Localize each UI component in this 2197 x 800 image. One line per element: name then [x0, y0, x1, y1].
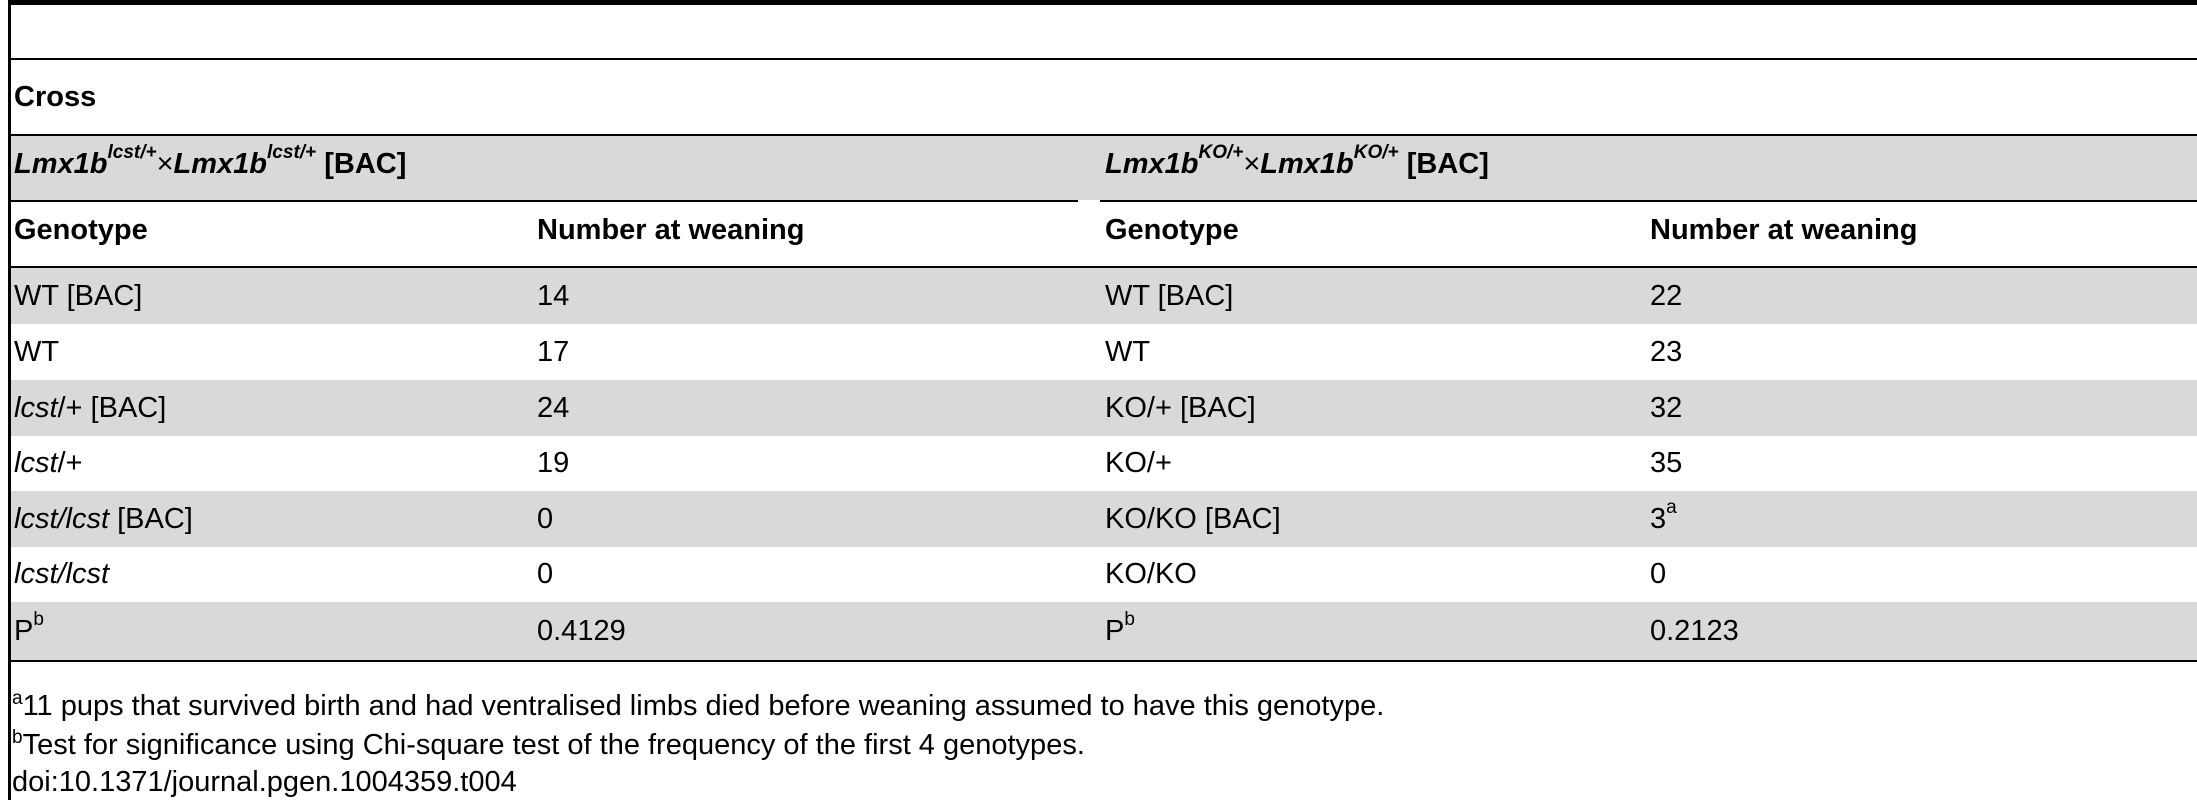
row-band-1: [11, 268, 2197, 324]
table-cell-number: 32: [1650, 392, 1683, 424]
table-cell-number: 19: [537, 447, 570, 479]
top-border: [8, 0, 2197, 5]
p-value-lcst: 0.4129: [537, 615, 626, 647]
footnote-a: $^a$11 pups that survived birth and had ventralised limbs died before weaning assumed to have this genotype.: [12, 688, 1385, 722]
table-row: lcst/lcst [BAC]: [14, 503, 193, 535]
row-band-7: [11, 602, 2197, 660]
table-row: WT [BAC]: [1105, 280, 1234, 312]
cross-title-ko: $Lmx1b^{KO/+}\times Lmx1b^{KO/+}$ [BAC]: [1105, 142, 1489, 180]
table-row: WT [BAC]: [14, 280, 143, 312]
p-label-ko: $P^b$: [1105, 609, 1135, 647]
col-number-ko: Number at weaning: [1650, 214, 1918, 246]
table-cell-number: 17: [537, 336, 570, 368]
table-row: KO/+: [1105, 447, 1172, 479]
table-cell-number: 3$^a$: [1650, 497, 1677, 535]
table-row: lcst/+: [14, 447, 83, 479]
table-row: KO/KO: [1105, 558, 1197, 590]
table-row: KO/KO [BAC]: [1105, 503, 1281, 535]
rule-above-cross: [11, 58, 2197, 60]
table-row: WT: [1105, 336, 1151, 368]
table-cell-number: 0: [1650, 558, 1667, 590]
table-cell-number: 14: [537, 280, 570, 312]
col-number-lcst: Number at weaning: [537, 214, 805, 246]
table-cell-number: 0: [537, 503, 554, 535]
rule-under-cross-lcst: [11, 200, 1078, 202]
table-cell-number: 24: [537, 392, 570, 424]
p-label-lcst: $P^b$: [14, 609, 44, 647]
footnote-marker-a: a: [1666, 497, 1677, 519]
doi-text: doi:10.1371/journal.pgen.1004359.t004: [12, 766, 517, 798]
rule-under-cross-ko: [1100, 200, 2197, 202]
col-genotype-ko: Genotype: [1105, 214, 1239, 246]
row-band-5: [11, 491, 2197, 547]
table-row: lcst/+ [BAC]: [14, 392, 167, 424]
cross-title-lcst: $Lmx1b^{lcst/+}\times Lmx1b^{lcst/+}$ [BAC]: [14, 142, 407, 180]
table-cell-number: 35: [1650, 447, 1683, 479]
table-cell-number: 0: [537, 558, 554, 590]
col-genotype-lcst: Genotype: [14, 214, 148, 246]
footnote-b: $^b$Test for significance using Chi-square test of the frequency of the first 4 genotypes.: [12, 727, 1085, 761]
table-row: WT: [14, 336, 60, 368]
table-cell-number: 23: [1650, 336, 1683, 368]
table-cell-number: 22: [1650, 280, 1683, 312]
rule-table-bottom: [11, 660, 2197, 662]
cross-header: Cross: [14, 81, 97, 113]
row-band-3: [11, 380, 2197, 436]
p-value-ko: 0.2123: [1650, 615, 1739, 647]
table-row: KO/+ [BAC]: [1105, 392, 1256, 424]
table-row: lcst/lcst: [14, 558, 110, 590]
